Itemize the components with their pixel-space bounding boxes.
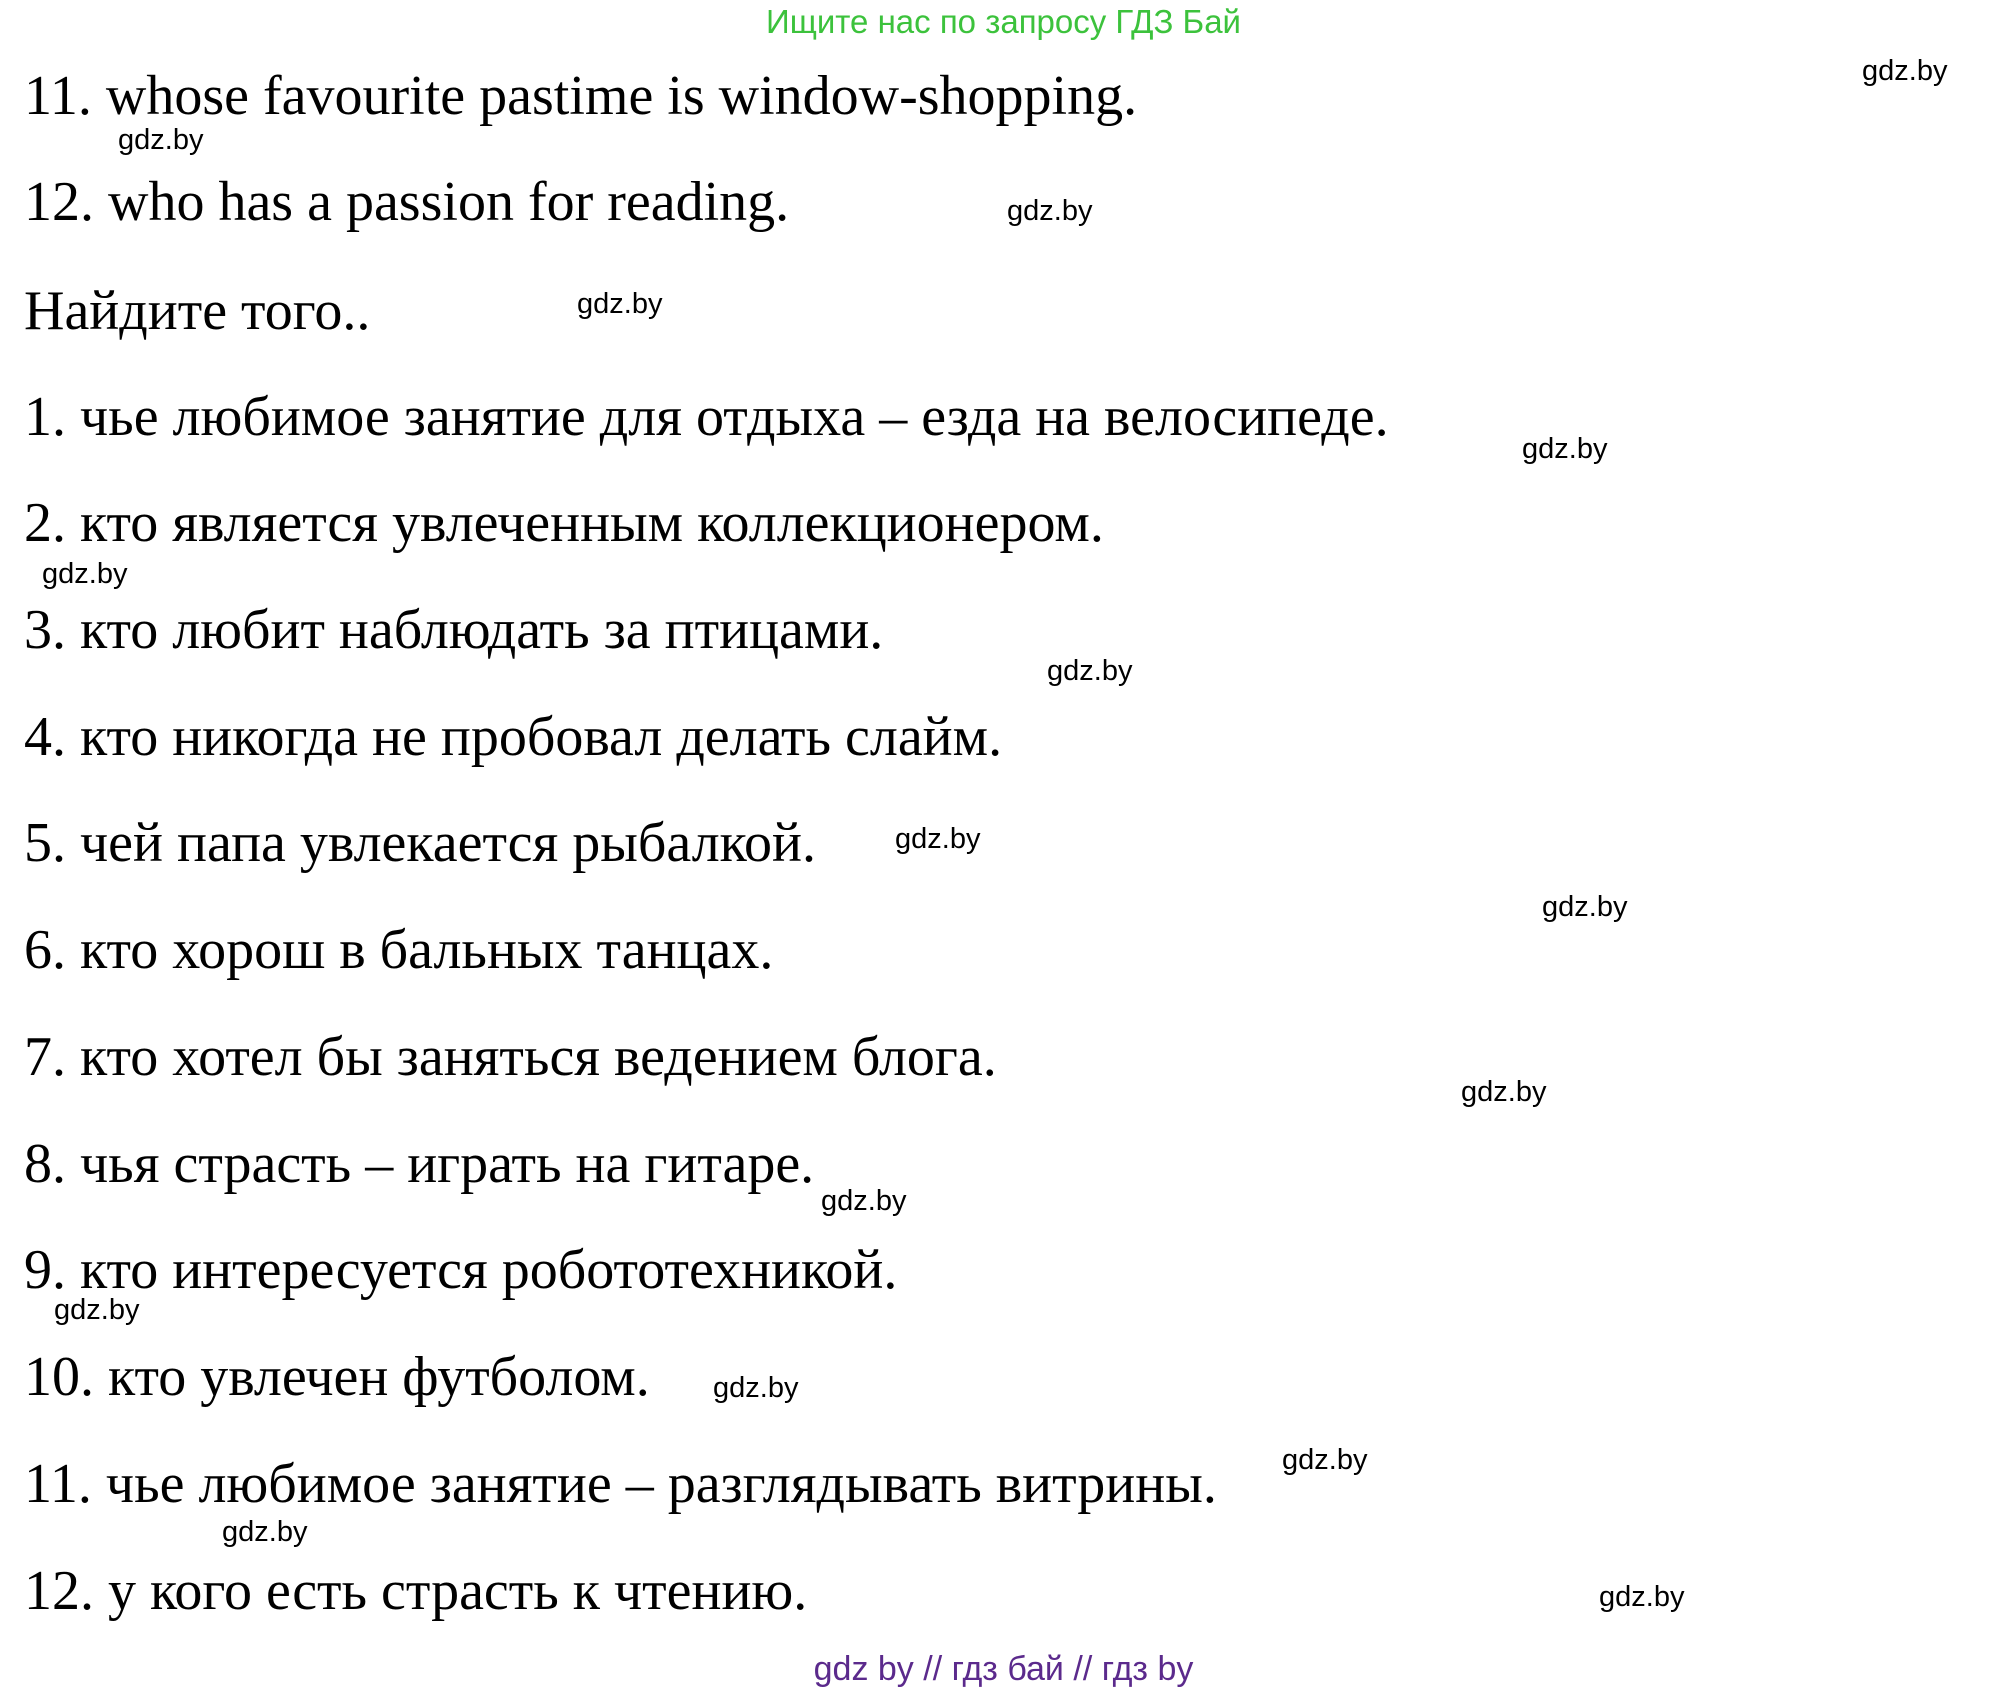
site-search-banner[interactable]: Ищите нас по запросу ГДЗ Бай bbox=[766, 3, 1241, 40]
russian-item-2: 2. кто является увлеченным коллекционером. bbox=[24, 492, 1104, 554]
russian-item-10: 10. кто увлечен футболом. bbox=[24, 1346, 650, 1408]
watermark: gdz.by bbox=[1522, 433, 1608, 465]
watermark: gdz.by bbox=[1862, 55, 1948, 87]
russian-item-12: 12. у кого есть страсть к чтению. bbox=[24, 1560, 808, 1622]
russian-item-4: 4. кто никогда не пробовал делать слайм. bbox=[24, 706, 1003, 768]
russian-item-8: 8. чья страсть – играть на гитаре. bbox=[24, 1133, 815, 1195]
watermark: gdz.by bbox=[42, 558, 128, 590]
english-item-11: 11. whose favourite pastime is window-shopping. bbox=[24, 65, 1138, 127]
watermark: gdz.by bbox=[577, 288, 663, 320]
watermark: gdz.by bbox=[895, 823, 981, 855]
watermark: gdz.by bbox=[1282, 1444, 1368, 1476]
watermark: gdz.by bbox=[1599, 1581, 1685, 1613]
russian-item-3: 3. кто любит наблюдать за птицами. bbox=[24, 599, 884, 661]
footer-site-links[interactable]: gdz by // гдз бай // гдз by bbox=[813, 1650, 1194, 1688]
watermark: gdz.by bbox=[821, 1185, 907, 1217]
russian-item-5: 5. чей папа увлекается рыбалкой. bbox=[24, 812, 816, 874]
russian-item-9: 9. кто интересуется робототехникой. bbox=[24, 1239, 898, 1301]
russian-item-6: 6. кто хорош в бальных танцах. bbox=[24, 919, 774, 981]
watermark: gdz.by bbox=[54, 1294, 140, 1326]
russian-item-7: 7. кто хотел бы заняться ведением блога. bbox=[24, 1026, 997, 1088]
watermark: gdz.by bbox=[1542, 891, 1628, 923]
russian-item-1: 1. чье любимое занятие для отдыха – езда на велосипеде. bbox=[24, 386, 1389, 448]
watermark: gdz.by bbox=[713, 1372, 799, 1404]
watermark: gdz.by bbox=[1007, 195, 1093, 227]
watermark: gdz.by bbox=[118, 124, 204, 156]
section-heading: Найдите того.. bbox=[24, 280, 371, 342]
english-item-12: 12. who has a passion for reading. bbox=[24, 171, 790, 233]
watermark: gdz.by bbox=[1461, 1076, 1547, 1108]
watermark: gdz.by bbox=[222, 1516, 308, 1548]
watermark: gdz.by bbox=[1047, 655, 1133, 687]
russian-item-11: 11. чье любимое занятие – разглядывать витрины. bbox=[24, 1453, 1217, 1515]
